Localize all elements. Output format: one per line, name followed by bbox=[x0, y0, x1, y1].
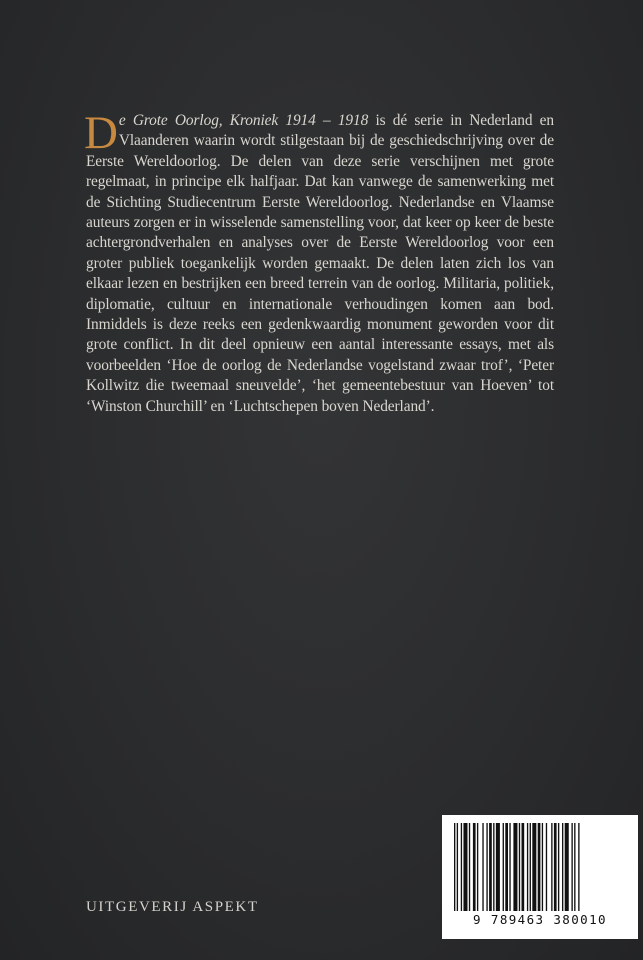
barcode-bar bbox=[530, 823, 531, 911]
barcode bbox=[442, 815, 638, 939]
barcode-bar bbox=[473, 823, 476, 911]
barcode-bar bbox=[486, 823, 487, 911]
barcode-bar bbox=[538, 823, 541, 911]
barcode-bar bbox=[496, 823, 500, 911]
barcode-bar bbox=[513, 823, 517, 911]
barcode-bar bbox=[542, 823, 543, 911]
barcode-bar bbox=[482, 823, 483, 911]
series-title: e Grote Oorlog, Kroniek 1914 – 1918 bbox=[118, 112, 369, 129]
drop-cap: D bbox=[84, 107, 118, 159]
barcode-bar bbox=[505, 823, 508, 911]
barcode-bar bbox=[477, 823, 478, 911]
barcode-bars bbox=[452, 823, 628, 911]
barcode-bar bbox=[574, 823, 575, 911]
barcode-bar bbox=[519, 823, 520, 911]
barcode-bar bbox=[554, 823, 557, 911]
barcode-bar bbox=[509, 823, 510, 911]
barcode-bar bbox=[578, 823, 579, 911]
barcode-bar bbox=[469, 823, 470, 911]
barcode-bar bbox=[527, 823, 528, 911]
blurb-body: is dé serie in Nederland en Vlaanderen waarin wordt stilgestaan bij de geschiedschrijving over de Eerste Wereldoorlog. De delen van deze serie verschijnen met grote regelmaat, in principe elk halfjaar. Dat kan vanwege de samenwerking met de Stichting Studiecentrum Eerste Wereldoorlog. Nederlandse en Vlaamse auteurs zorgen er in wisselende samenstelling voor, dat keer op keer de beste achtergrondverhalen en analyses over de Eerste Wereldoorlog voor een groter publiek toegankelijk worden gemaakt. De delen laten zich los van elkaar lezen en bestrijken een breed terrein van de oorlog. Militaria, politiek, diplomatie, cultuur en internationale verhoudingen komen aan bod. Inmiddels is deze reeks een gedenkwaardig monument geworden voor dit grote conflict. In dit deel opnieuw een aantal interessante essays, met als voorbeelden ‘Hoe de oorlog de Nederlandse vogelstand zwaar trof’, ‘Peter Kollwitz die tweemaal sneuvelde’, ‘het gemeentebestuur van Hoeven’ tot ‘Winston Churchill’ en ‘Luchtschepen boven Nederland’. bbox=[86, 112, 554, 415]
barcode-bar bbox=[571, 823, 572, 911]
barcode-bar bbox=[493, 823, 494, 911]
barcode-bar bbox=[565, 823, 569, 911]
isbn-number: 9 789463 380010 bbox=[473, 912, 607, 927]
publisher-name: UITGEVERIJ ASPEKT bbox=[86, 899, 259, 915]
barcode-bar bbox=[546, 823, 547, 911]
barcode-bar bbox=[454, 823, 455, 911]
barcode-bar bbox=[463, 823, 467, 911]
barcode-bar bbox=[562, 823, 563, 911]
barcode-bar bbox=[503, 823, 504, 911]
barcode-bar bbox=[551, 823, 552, 911]
blurb-text bbox=[84, 107, 554, 417]
barcode-bar bbox=[532, 823, 536, 911]
barcode-bar bbox=[457, 823, 458, 911]
barcode-bar bbox=[522, 823, 525, 911]
barcode-bar bbox=[558, 823, 559, 911]
barcode-bar bbox=[461, 823, 462, 911]
barcode-bar bbox=[489, 823, 492, 911]
